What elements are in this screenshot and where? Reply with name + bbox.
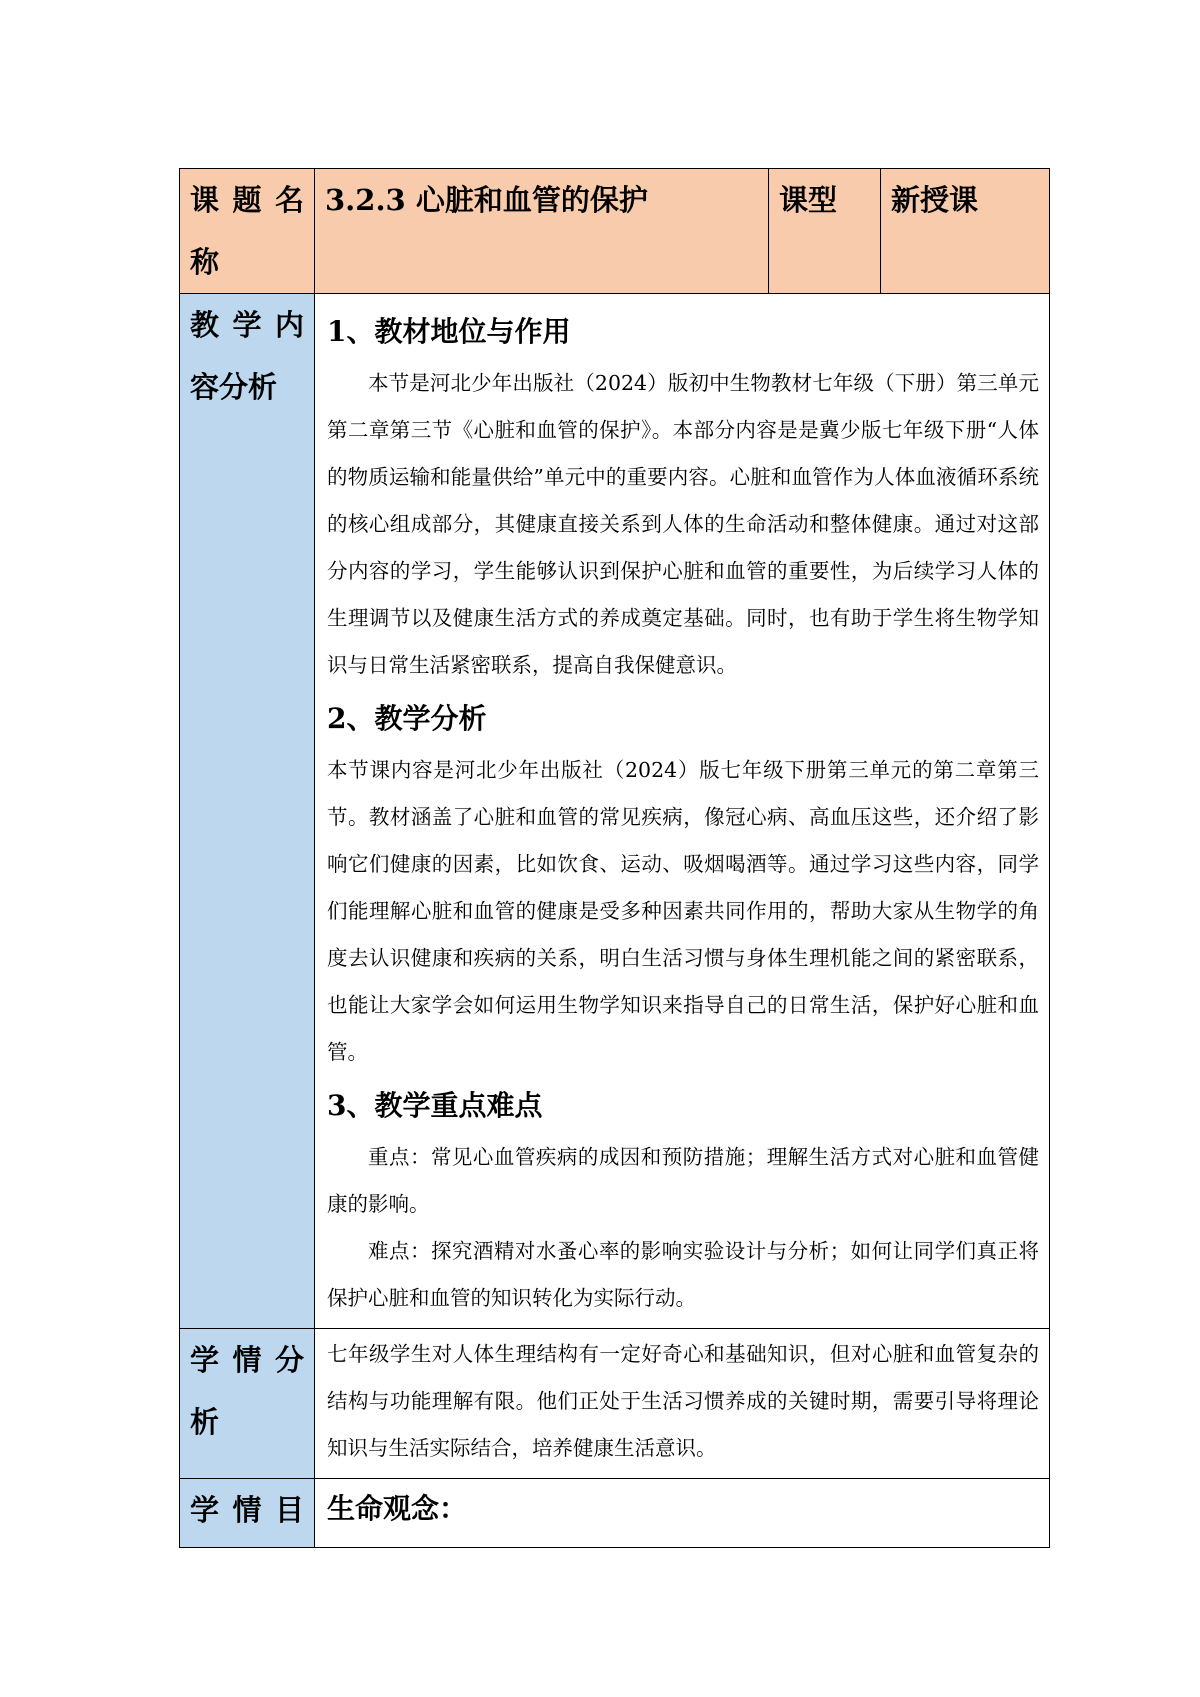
type-label: 课型	[769, 169, 881, 294]
content-analysis-label-cell	[180, 294, 315, 1329]
type-value: 新授课	[881, 169, 1050, 294]
section-title: 1、教材地位与作用	[327, 315, 571, 348]
objectives-body	[315, 1479, 1050, 1548]
key-points-paragraph: 重点：常见心血管疾病的成因和预防措施；理解生活方式对心脏和血管健康的影响。	[327, 1145, 1039, 1216]
objectives-row	[180, 1479, 1050, 1548]
title-row	[180, 169, 1050, 294]
learner-analysis-body	[315, 1329, 1050, 1479]
learner-analysis-label-line2: 析	[190, 1405, 220, 1439]
title-label-line1: 课 题 名	[190, 183, 304, 217]
title-label-line2: 称	[190, 245, 220, 279]
section-title: 3、教学重点难点	[327, 1089, 543, 1122]
lesson-title: 3.2.3 心脏和血管的保护	[315, 169, 769, 294]
objectives-label-cell	[180, 1479, 315, 1548]
lesson-plan-table	[179, 168, 1050, 1548]
content-analysis-row	[180, 294, 1050, 1329]
learner-analysis-text: 七年级学生对人体生理结构有一定好奇心和基础知识，但对心脏和血管复杂的结构与功能理解有限。他们正处于生活习惯养成的关键时期，需要引导将理论知识与生活实际结合，培养健康生活意识。	[327, 1342, 1039, 1460]
content-analysis-label-line2: 容分析	[190, 370, 278, 404]
section-paragraph: 本节课内容是河北少年出版社（2024）版七年级下册第三单元的第二章第三节。教材涵盖了心脏和血管的常见疾病，像冠心病、高血压这些，还介绍了影响它们健康的因素，比如饮食、运动、吸烟喝酒等。通过学习这些内容，同学们能理解心脏和血管的健康是受多种因素共同作用的，帮助大家从生物学的角度去认识健康和疾病的关系，明白生活习惯与身体生理机能之间的紧密联系，也能让大家学会如何运用生物学知识来指导自己的日常生活，保护好心脏和血管。	[327, 758, 1039, 1064]
learner-analysis-row	[180, 1329, 1050, 1479]
objectives-label-line1: 学 情 目	[190, 1493, 304, 1527]
title-label-cell	[180, 169, 315, 294]
section-paragraph: 本节是河北少年出版社（2024）版初中生物教材七年级（下册）第三单元第二章第三节《心脏和血管的保护》。本部分内容是是冀少版七年级下册“人体的物质运输和能量供给”单元中的重要内容。心脏和血管作为人体血液循环系统的核心组成部分，其健康直接关系到人体的生命活动和整体健康。通过对这部分内容的学习，学生能够认识到保护心脏和血管的重要性，为后续学习人体的生理调节以及健康生活方式的养成奠定基础。同时，也有助于学生将生物学知识与日常生活紧密联系，提高自我保健意识。	[327, 371, 1039, 677]
content-analysis-body	[315, 294, 1050, 1329]
section-title: 2、教学分析	[327, 702, 487, 735]
difficulties-paragraph: 难点：探究酒精对水蚤心率的影响实验设计与分析；如何让同学们真正将保护心脏和血管的知识转化为实际行动。	[327, 1239, 1039, 1310]
objectives-heading: 生命观念：	[327, 1492, 468, 1525]
learner-analysis-label-line1: 学 情 分	[190, 1343, 304, 1377]
content-analysis-label-line1: 教 学 内	[190, 308, 304, 342]
learner-analysis-label-cell	[180, 1329, 315, 1479]
